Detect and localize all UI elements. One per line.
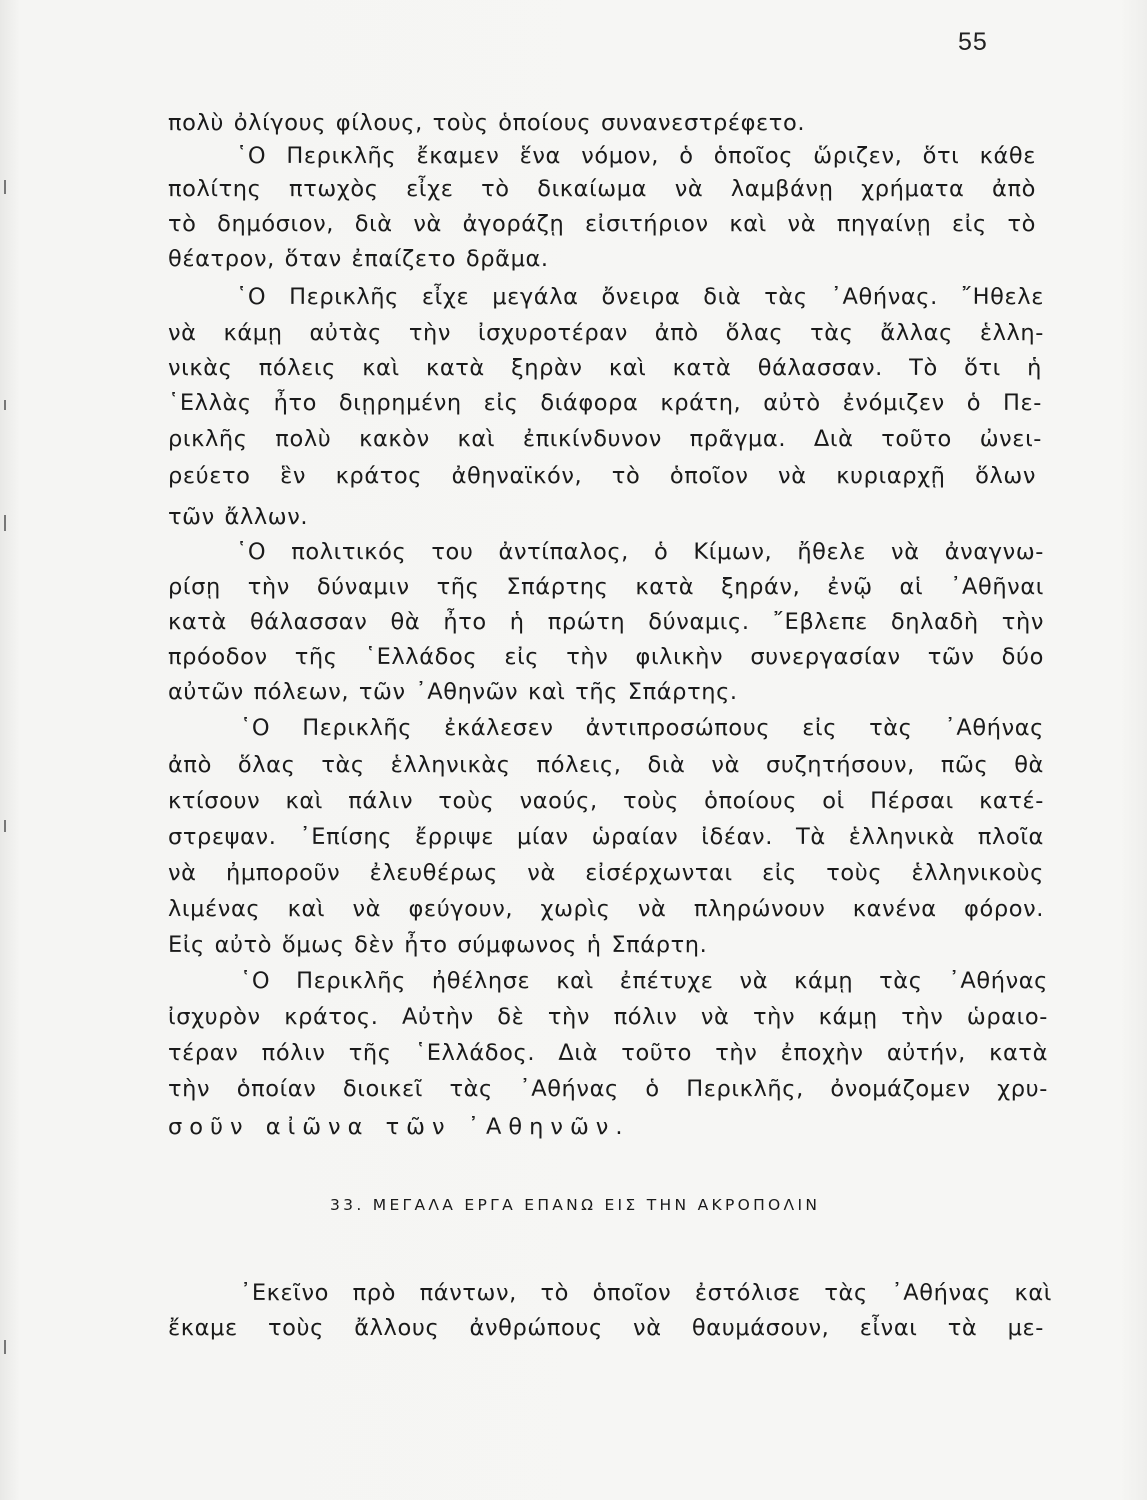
text-line: ῾Ο Περικλῆς ἐκάλεσεν ἀντιπροσώπους εἰς τὰς ᾿Αθήνας <box>240 715 1044 741</box>
text-line: τῶν ἄλλων. <box>168 504 309 530</box>
text-line: τὸ δημόσιον, διὰ νὰ ἀγοράζῃ εἰσιτήριον καὶ νὰ πηγαίνῃ εἰς τὸ <box>168 211 1036 237</box>
text-line: ῾Ο Περικλῆς ἔκαμεν ἕνα νόμον, ὁ ὁποῖος ὥριζεν, ὅτι κάθε <box>236 143 1036 169</box>
text-line: τὴν ὁποίαν διοικεῖ τὰς ᾿Αθήνας ὁ Περικλῆς, ὀνομάζομεν χρυ- <box>168 1076 1048 1102</box>
text-line: πολίτης πτωχὸς εἶχε τὸ δικαίωμα νὰ λαμβάνῃ χρήματα ἀπὸ <box>168 176 1036 202</box>
text-line: ῾Ο Περικλῆς εἶχε μεγάλα ὄνειρα διὰ τὰς ᾿Αθήνας. ῎Ηθελε <box>236 284 1044 310</box>
text-line: ῾Ο πολιτικός του ἀντίπαλος, ὁ Κίμων, ἤθελε νὰ ἀναγνω- <box>236 539 1044 565</box>
margin-mark <box>4 1340 6 1354</box>
text-line: λιμένας καὶ νὰ φεύγουν, χωρὶς νὰ πληρώνουν κανένα φόρον. <box>168 896 1044 922</box>
margin-mark <box>4 515 6 531</box>
text-line: Εἰς αὐτὸ ὅμως δὲν ἦτο σύμφωνος ἡ Σπάρτη. <box>168 932 708 958</box>
margin-mark <box>4 180 6 194</box>
text-line: ἔκαμε τοὺς ἄλλους ἀνθρώπους νὰ θαυμάσουν, εἶναι τὰ με- <box>168 1315 1044 1341</box>
section-heading: 33. ΜΕΓΑΛΑ ΕΡΓΑ ΕΠΑΝΩ ΕΙΣ ΤΗΝ ΑΚΡΟΠΟΛΙΝ <box>330 1196 821 1214</box>
text-line: ρεύετο ἓν κράτος ἀθηναϊκόν, τὸ ὁποῖον νὰ κυριαρχῇ ὅλων <box>168 463 1036 489</box>
text-line: κτίσουν καὶ πάλιν τοὺς ναούς, τοὺς ὁποίους οἱ Πέρσαι κατέ- <box>168 788 1044 814</box>
text-line: θέατρον, ὅταν ἐπαίζετο δρᾶμα. <box>168 246 549 272</box>
text-line: ῾Ο Περικλῆς ἠθέλησε καὶ ἐπέτυχε νὰ κάμῃ τὰς ᾿Αθήνας <box>240 968 1048 994</box>
text-line: πρόοδον τῆς ῾Ελλάδος εἰς τὴν φιλικὴν συνεργασίαν τῶν δύο <box>168 644 1044 670</box>
text-line: αὐτῶν πόλεων, τῶν ᾿Αθηνῶν καὶ τῆς Σπάρτης. <box>168 679 738 705</box>
margin-mark <box>4 820 6 832</box>
text-line: νὰ κάμῃ αὐτὰς τὴν ἰσχυροτέραν ἀπὸ ὅλας τὰς ἄλλας ἑλλη- <box>168 320 1044 346</box>
page-number: 55 <box>958 28 988 56</box>
text-line: ᾿Εκεῖνο πρὸ πάντων, τὸ ὁποῖον ἐστόλισε τὰς ᾿Αθήνας καὶ <box>240 1280 1052 1306</box>
text-line: πολὺ ὀλίγους φίλους, τοὺς ὁποίους συνανεστρέφετο. <box>168 110 806 136</box>
text-line: ἀπὸ ὅλας τὰς ἑλληνικὰς πόλεις, διὰ νὰ συζητήσουν, πῶς θὰ <box>168 752 1044 778</box>
text-line: ἰσχυρὸν κράτος. Αὐτὴν δὲ τὴν πόλιν νὰ τὴν κάμῃ τὴν ὡραιο- <box>168 1004 1048 1030</box>
text-line: κατὰ θάλασσαν θὰ ἦτο ἡ πρώτη δύναμις. ῎Εβλεπε δηλαδὴ τὴν <box>168 609 1044 635</box>
text-line: νικὰς πόλεις καὶ κατὰ ξηρὰν καὶ κατὰ θάλασσαν. Τὸ ὅτι ἡ <box>168 355 1042 381</box>
text-line: σοῦν αἰῶνα τῶν ᾿Αθηνῶν. <box>168 1114 630 1140</box>
text-line: ῾Ελλὰς ἦτο διῃρημένη εἰς διάφορα κράτη, αὐτὸ ἐνόμιζεν ὁ Πε- <box>168 390 1042 416</box>
text-line: στρεψαν. ᾿Επίσης ἔρριψε μίαν ὡραίαν ἰδέαν. Τὰ ἑλληνικὰ πλοῖα <box>168 824 1044 850</box>
margin-mark <box>4 400 6 410</box>
text-line: ρικλῆς πολὺ κακὸν καὶ ἐπικίνδυνον πρᾶγμα. Διὰ τοῦτο ὠνει- <box>168 426 1042 452</box>
text-line: ρίσῃ τὴν δύναμιν τῆς Σπάρτης κατὰ ξηράν, ἐνῷ αἱ ᾿Αθῆναι <box>168 574 1044 600</box>
text-line: τέραν πόλιν τῆς ῾Ελλάδος. Διὰ τοῦτο τὴν ἐποχὴν αὐτήν, κατὰ <box>168 1040 1048 1066</box>
text-line: νὰ ἠμποροῦν ἐλευθέρως νὰ εἰσέρχωνται εἰς τοὺς ἑλληνικοὺς <box>168 860 1044 886</box>
